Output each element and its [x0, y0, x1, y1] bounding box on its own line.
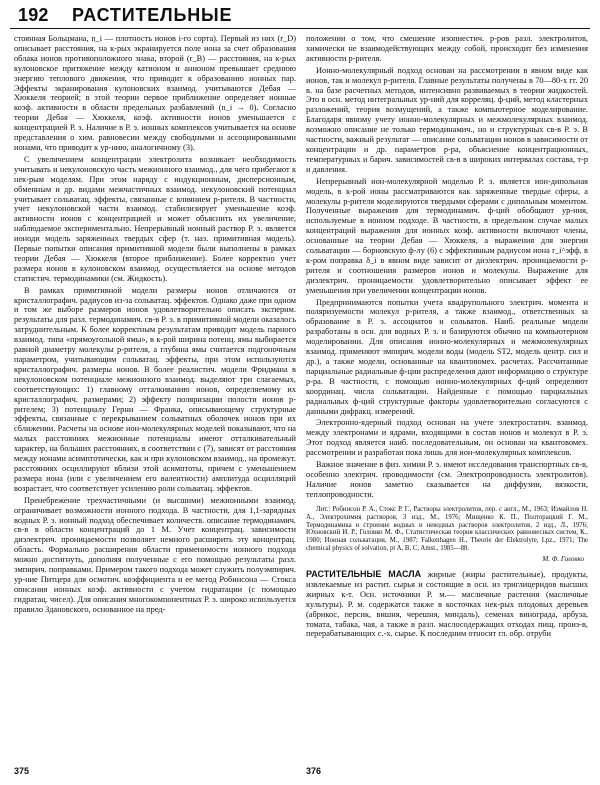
- footer-page-right: 376: [306, 766, 322, 776]
- paragraph: Важное значение в физ. химии Р. э. имеют исследования транспортных св-в, особенно электрич. проводимости (см. Электропроводность электролитов). Наличие ионов заметно сказывается на диффузии, вязкости, теплопроводности.: [306, 460, 588, 499]
- paragraph: Электронно-ядерный подход основан на учете электростатич. взаимод. между электронами и ядрами, входящими в состав ионов и молекул в Р. э. Этот подход является наиб. последовательным, он основан на квантовомех. рассмотрении и разработан пока лишь для ион-молекулярных комплексов.: [306, 418, 588, 458]
- paragraph: стоянная Больцмана, n_i — плотность ионов i-го сорта). Первый из них (r_D) описывает расстояния, на к-рых экранируется поле иона за счет образования облака ионов противоположного знака, второй (r_B) — расстояния, на к-рых кулоновское притяжение между катионом и анионом превышает среднюю энергию теплового движения, что приводит к образованию ионных пар. Эффекты экранирования кулоновских взаимод. учитываются Дебая — Хюккеля теорией; в этой теории первое приближение определяет ионные коэф. активности в области предельных разбавлений (n_i → 0). Согласно теории Дебая — Хюккеля, коэф. активности ионов уменьшается с концентрацией Р. э. Наличие в Р. э. ионных комплексов учитывается на основе представления о хим. равновесии между свободными и ассоциированными ионами, что приводит к ур-нию, аналогичному (3).: [14, 34, 296, 152]
- running-title: РАСТИТЕЛЬНЫЕ: [72, 5, 233, 25]
- entry-headword: РАСТИТЕЛЬНЫЕ МАСЛА: [306, 569, 422, 580]
- page-number: 192: [18, 5, 49, 25]
- paragraph: положении о том, что смешение изопиестич. р-ров разл. электролитов, химически не взаимодействующих между собой, происходит без изменения активности р-рителя.: [306, 34, 588, 63]
- article-author: М. Ф. Головко: [542, 555, 584, 564]
- paragraph: Ионно-молекулярный подход основан на рассмотрении в явном виде как ионов, так и молекул р-рителя. Главные результаты получены в 70—80-х гг. 20 в. на базе расчетных методов, интенсивно развиваемых в теории жидкостей. Это в осн. метод интегральных ур-ний для корреляц. ф-ций, метод кластерных разложений, теория возмущений, а также компьютерное моделирование. Благодаря явному учету ионно-молекулярных и межмолекулярных взаимод. возможно описание не только термодинамич., но и структурных св-в Р. э. В частности, важный результат — описание сольватации ионов в зависимости от концентрации и др. параметров р-ра, объяснение концентрационных, температурных и барич. зависимостей св-в в широких интервалах состава, т-р и давления.: [306, 65, 588, 174]
- right-column: [306, 34, 588, 762]
- paragraph: Предпринимаются попытки учета квадрупольного электрич. момента и поляризуемости молекул р-рителя, а также взаимод., ответственных за образование в Р. э. ассоциатов и сольватов. Наиб. реальные модели разработаны в осн. для водных Р. э. и базируются обычно на компьютерном моделировании. Для описания ионно-молекулярных и межмолекулярных взаимод. применяют эмпирич. модели воды (модель ST2, модель центр. сил и др.), а также модели, основанные на квантовомех. расчетах. Рассчитанные парциальные радиальные ф-ции распределения дают информацию о структуре р-ра. В частности, с помощью ионно-молекулярных ф-ций определяют координац. числа сольватации. Найденные с помощью парциальных радиальных ф-ций структурные факторы удовлетворительно согласуются с данными дифракц. измерений.: [306, 297, 588, 416]
- entry-text: жирные (жиры растительные), продукты, извлекаемые из растит. сырья и состоящие в осн. из триглицеридов высших жирных к-т. Осн. источники Р. м.— масличные растения (масличные культуры). Р. м. содержатся также в косточках нек-рых плодовых деревьев (абрикос, персик, вишня, черешня, миндаль), семенах винограда, арбуза, томата, табака, чая, а также в разл. маслосодержащих отходах пищ. произ-в, перерабатывающих с.-х. сырье. К последним относят гл. обр. отруби: [306, 570, 588, 639]
- paragraph: Непрерывный ион-молекулярной моделью Р. э. является ион-дипольная модель, в к-рой ионы рассматриваются как заряженные твердые сферы, а молекулы р-рителя моделируются твердыми сферами с дипольным моментом. Полученные выражения для термодинамич. ф-ций обобщают ур-ния, используемые в ионном подходе. В частности, в предельном случае малых концентраций выражения для ионных коэф. активности включают члены, основанные на теории Дебая — Хюккеля, а выражения для энергии сольватации — борновскую ф-лу (6) с эффективным радиусом иона r_i^эфф, в к-ром поправка δ_i в явном виде зависит от диэлектрич. проницаемости р-рителя и соотношения размеров ионов и молекулы. Выражение для диэлектрич. проницаемости удовлетворительно описывает эффект ее уменьшения при увеличении концентрации ионов.: [306, 176, 588, 295]
- page-header: [10, 4, 590, 29]
- encyclopedia-entry: [306, 570, 588, 639]
- footer-page-left: 375: [14, 766, 30, 776]
- paragraph: В рамках примитивной модели размеры ионов отличаются от кристаллографич. радиусов из-за сольватац. эффектов. Однако даже при одном и том же выборе размеров ионов удовлетворительно описать эксперим. результаты для разл. термодинамич. св-в Р. э. в примитивной модели оказалось затруднительным. К более корректным результатам приводит модель парного взаимод. типа «прямоугольной ямы», в к-рой ширина потенц. ямы выбирается равной диаметру молекулы р-рителя, а глубина ямы считается подгоночным параметром, учитывающим сольватац. эффекты, при этом используются кристаллографич. размеры ионов. В более реалистич. модели Фридмана в некулоновском потенциале межионного взаимод. выделяют три слагаемых, соответствующих: 1) главному отталкиванию ионов, определяемому их кристаллографич. размерами; 2) эффекту поляризации полости ионов р-рителем; 3) потенциалу Герни — Франка, описывающему структурные эффекты, связанные с перекрыванием сольватных оболочек ионов при их сближении. Расчеты на основе ион-молекулярных моделей показывают, что на малых расстояниях межионные потенциалы имеют отталкивательный характер, на больших расстояниях, в соответствии с (7), зависят от расстояния между ионами асимптотически, как и при кулоновском взаимод., на промежут. расстояниях осциллируют вблизи этой асимптоты, причем с уменьшением размера иона (или с увеличением его валентности) амплитуда осцилляций возрастает, что соответствует усилению роли сольватац. эффектов.: [14, 285, 296, 493]
- references: Лит.: Робинсон Р. А., Стокс Р. Г., Растворы электролитов, пер. с англ., М., 1963; Измайлов Н. А., Электрохимия растворов, 3 изд., М., 1976; Мищенко К. П., Полторацкий Г. М., Термодинамика и строение водных и неводных растворов электролитов, 2 изд., Л., 1976; Юхновский И. Р., Головко М. Ф., Статистическая теория классических равновесных систем, К., 1980; Ионная сольватация, М., 1987; Falkenhagen H., Theorie der Elektrolyte, Lpz., 1971; The chemical physics of solvation, pt A, B, C, Amst., 1985—88.: [306, 505, 588, 553]
- paragraph: С увеличением концентрации электролита возникает необходимость учитывать и некулоновскую часть межионного взаимод., для чего прибегают к нек-рым моделям. При этом наряду с индукционным, дисперсионным, обменным и др. видами межчастичных взаимод. некулоновский потенциал учитывает сольватац. эффекты, связанные с влиянием р-рителя. В частности, учет некулоновской части взаимод. стабилизирует уменьшение коэф. активности ионов с концентрацией и может объяснить их увеличение, наблюдаемое экспериментально. Непрерывный ионный раствор Р. э. является ионоди модель заряженных твердых сфер (т. наз. примитивная модель). Первые попытки описания примитивной модели были выполнены в рамках теории Дебая — Хюккеля (второе приближение). Более корректно учет размера ионов в кулоновском взаимод. осуществляется на основе методов статистич. термодинамики (см. Жидкость).: [14, 154, 296, 283]
- paragraph: Пренебрежение трехчастичными (и высшими) межионными взаимод. ограничивает возможности ионного подхода. В частности, для 1,1-зарядных водных Р. э. ионный подход обеспечивает количеств. описание термодинамич. св-в в области концентраций до 1 М. Учет концентрац. зависимости диэлектрич. проницаемости позволяет немного расширить эту концентрац. область. Формально расширения области применимости ионного подхода можно достигнуть, дополняя полученные с его помощью результаты разл. эмпирич. поправками. Примером такого подхода может служить полуэмпирич. ур-ние Питцера для осмотич. коэффициента и ее метод Робинсона — Стокса описания ионных коэф. активности с учетом гидратации (с помощью гидратац. чисел). Для описания многокомпонентных Р. э. широко используется правило Здановского, основанное на пред-: [14, 495, 296, 614]
- left-column: [14, 34, 296, 762]
